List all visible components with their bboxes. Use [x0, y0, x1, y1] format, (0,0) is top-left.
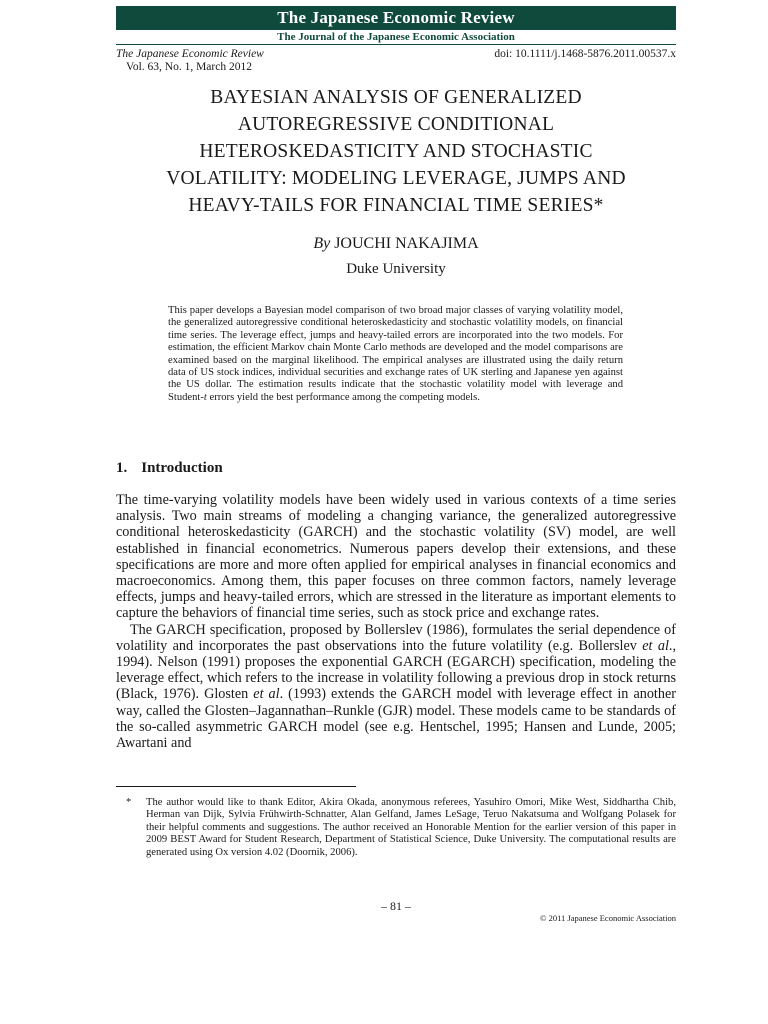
footnote-divider: [116, 786, 356, 787]
footnote: [126, 797, 676, 859]
title-line-5: HEAVY-TAILS FOR FINANCIAL TIME SERIES*: [188, 195, 604, 216]
doi-link[interactable]: doi: 10.1111/j.1468-5876.2011.00537.x: [494, 48, 676, 60]
et-al-italic-2: et al: [253, 686, 280, 703]
author-name: JOUCHI NAKAJIMA: [334, 235, 479, 252]
byline: [116, 234, 676, 254]
paragraph-2: [116, 622, 676, 752]
section-title: Introduction: [141, 460, 223, 476]
et-al-italic-1: et al: [642, 637, 669, 654]
title-line-3: HETEROSKEDASTICITY AND STOCHASTIC: [199, 141, 593, 162]
copyright-notice: © 2011 Japanese Economic Association: [540, 913, 676, 923]
journal-masthead: [116, 6, 676, 45]
masthead-subtitle: The Journal of the Japanese Economic Association: [116, 30, 676, 45]
abstract-text-2: errors yield the best performance among the competing models.: [206, 391, 480, 403]
section-number: 1.: [116, 460, 128, 476]
article-title: [116, 84, 676, 219]
abstract: [168, 305, 623, 404]
paragraph-1: The time-varying volatility models have been widely used in various contexts of a time series analysis. Two main streams of modeling a changing variance, the generalized autoregressive conditional heteroskedasticity (GARCH) and the stochastic volatility (SV) model, are well established in financial econometrics. Numerous papers develop their extensions, and these specifications are more and more often applied for empirical analyses in financial economics and macroeconomics. Among them, this paper focuses on three common factors, namely leverage effects, jumps and heavy-tailed errors, which are stressed in the literature as important elements to capture the behaviors of financial time series, such as stock price and exchange rates.: [116, 492, 676, 622]
footnote-mark: *: [126, 797, 132, 808]
paragraph-2-part-1: The GARCH specification, proposed by Bollerslev (1986), formulates the serial dependence of volatility and incorporates the past observations into the future volatility (e.g. Bollerslev: [116, 621, 676, 654]
author-affiliation: Duke University: [346, 261, 446, 277]
section-heading: [116, 459, 223, 477]
footnote-text: The author would like to thank Editor, Akira Okada, anonymous referees, Yasuhiro Omori, Mike West, Siddhartha Chib, Herman van Dijk, Sylvia Frühwirth-Schnatter, Alan Gelfand, James LeSage, Teruo Nakatsuma and Wolfgang Polasek for their helpful comments and suggestions. The author received an Honorable Mention for the earlier version of this paper in 2009 BEST Award for Student Research, Department of Statistical Science, Duke University. The computational results are generated using Ox version 4.02 (Doornik, 2006).: [146, 797, 676, 858]
journal-name: The Japanese Economic Review: [116, 48, 264, 60]
paragraph-2-part-2: ., 1994). Nelson (1991) proposes the exponential GARCH (EGARCH) specification, modeling the leverage effect, which refers to the increase in volatility following a previous drop in stock returns (Black, 1976). Glosten: [116, 637, 676, 703]
citation-block: [116, 48, 264, 74]
paragraph-2-part-3: . (1993) extends the GARCH model with leverage effect in another way, called the Glosten–Jagannathan–Runkle (GJR) model. These models came to be standards of the so-called asymmetric GARCH model (see e.g. Hentschel, 1995; Hansen and Lunde, 2005; Awartani and: [116, 686, 676, 752]
volume-issue: Vol. 63, No. 1, March 2012: [126, 61, 252, 73]
title-line-1: BAYESIAN ANALYSIS OF GENERALIZED: [210, 87, 582, 108]
title-line-4: VOLATILITY: MODELING LEVERAGE, JUMPS AND: [166, 168, 626, 189]
by-word: By: [313, 235, 331, 252]
article-meta: [116, 48, 676, 74]
body-text: [116, 492, 676, 751]
abstract-t-italic: t: [203, 391, 207, 403]
masthead-title: The Japanese Economic Review: [116, 6, 676, 30]
abstract-text-1: This paper develops a Bayesian model comparison of two broad major classes of varying volatility model, the generalized autoregressive conditional heteroskedasticity and stochastic volatility models, on financial time series. The leverage effect, jumps and heavy-tailed errors are incorporated into the two models. For estimation, the efficient Markov chain Monte Carlo methods are developed and the model comparisons are examined based on the marginal likelihood. The empirical analyses are illustrated using the daily return data of US stock indices, individual securities and exchange rates of UK sterling and Japanese yen against the US dollar. The estimation results indicate that the stochastic volatility model with leverage and Student-: [168, 305, 623, 403]
title-line-2: AUTOREGRESSIVE CONDITIONAL: [237, 114, 555, 135]
page-number: – 81 –: [381, 899, 411, 913]
